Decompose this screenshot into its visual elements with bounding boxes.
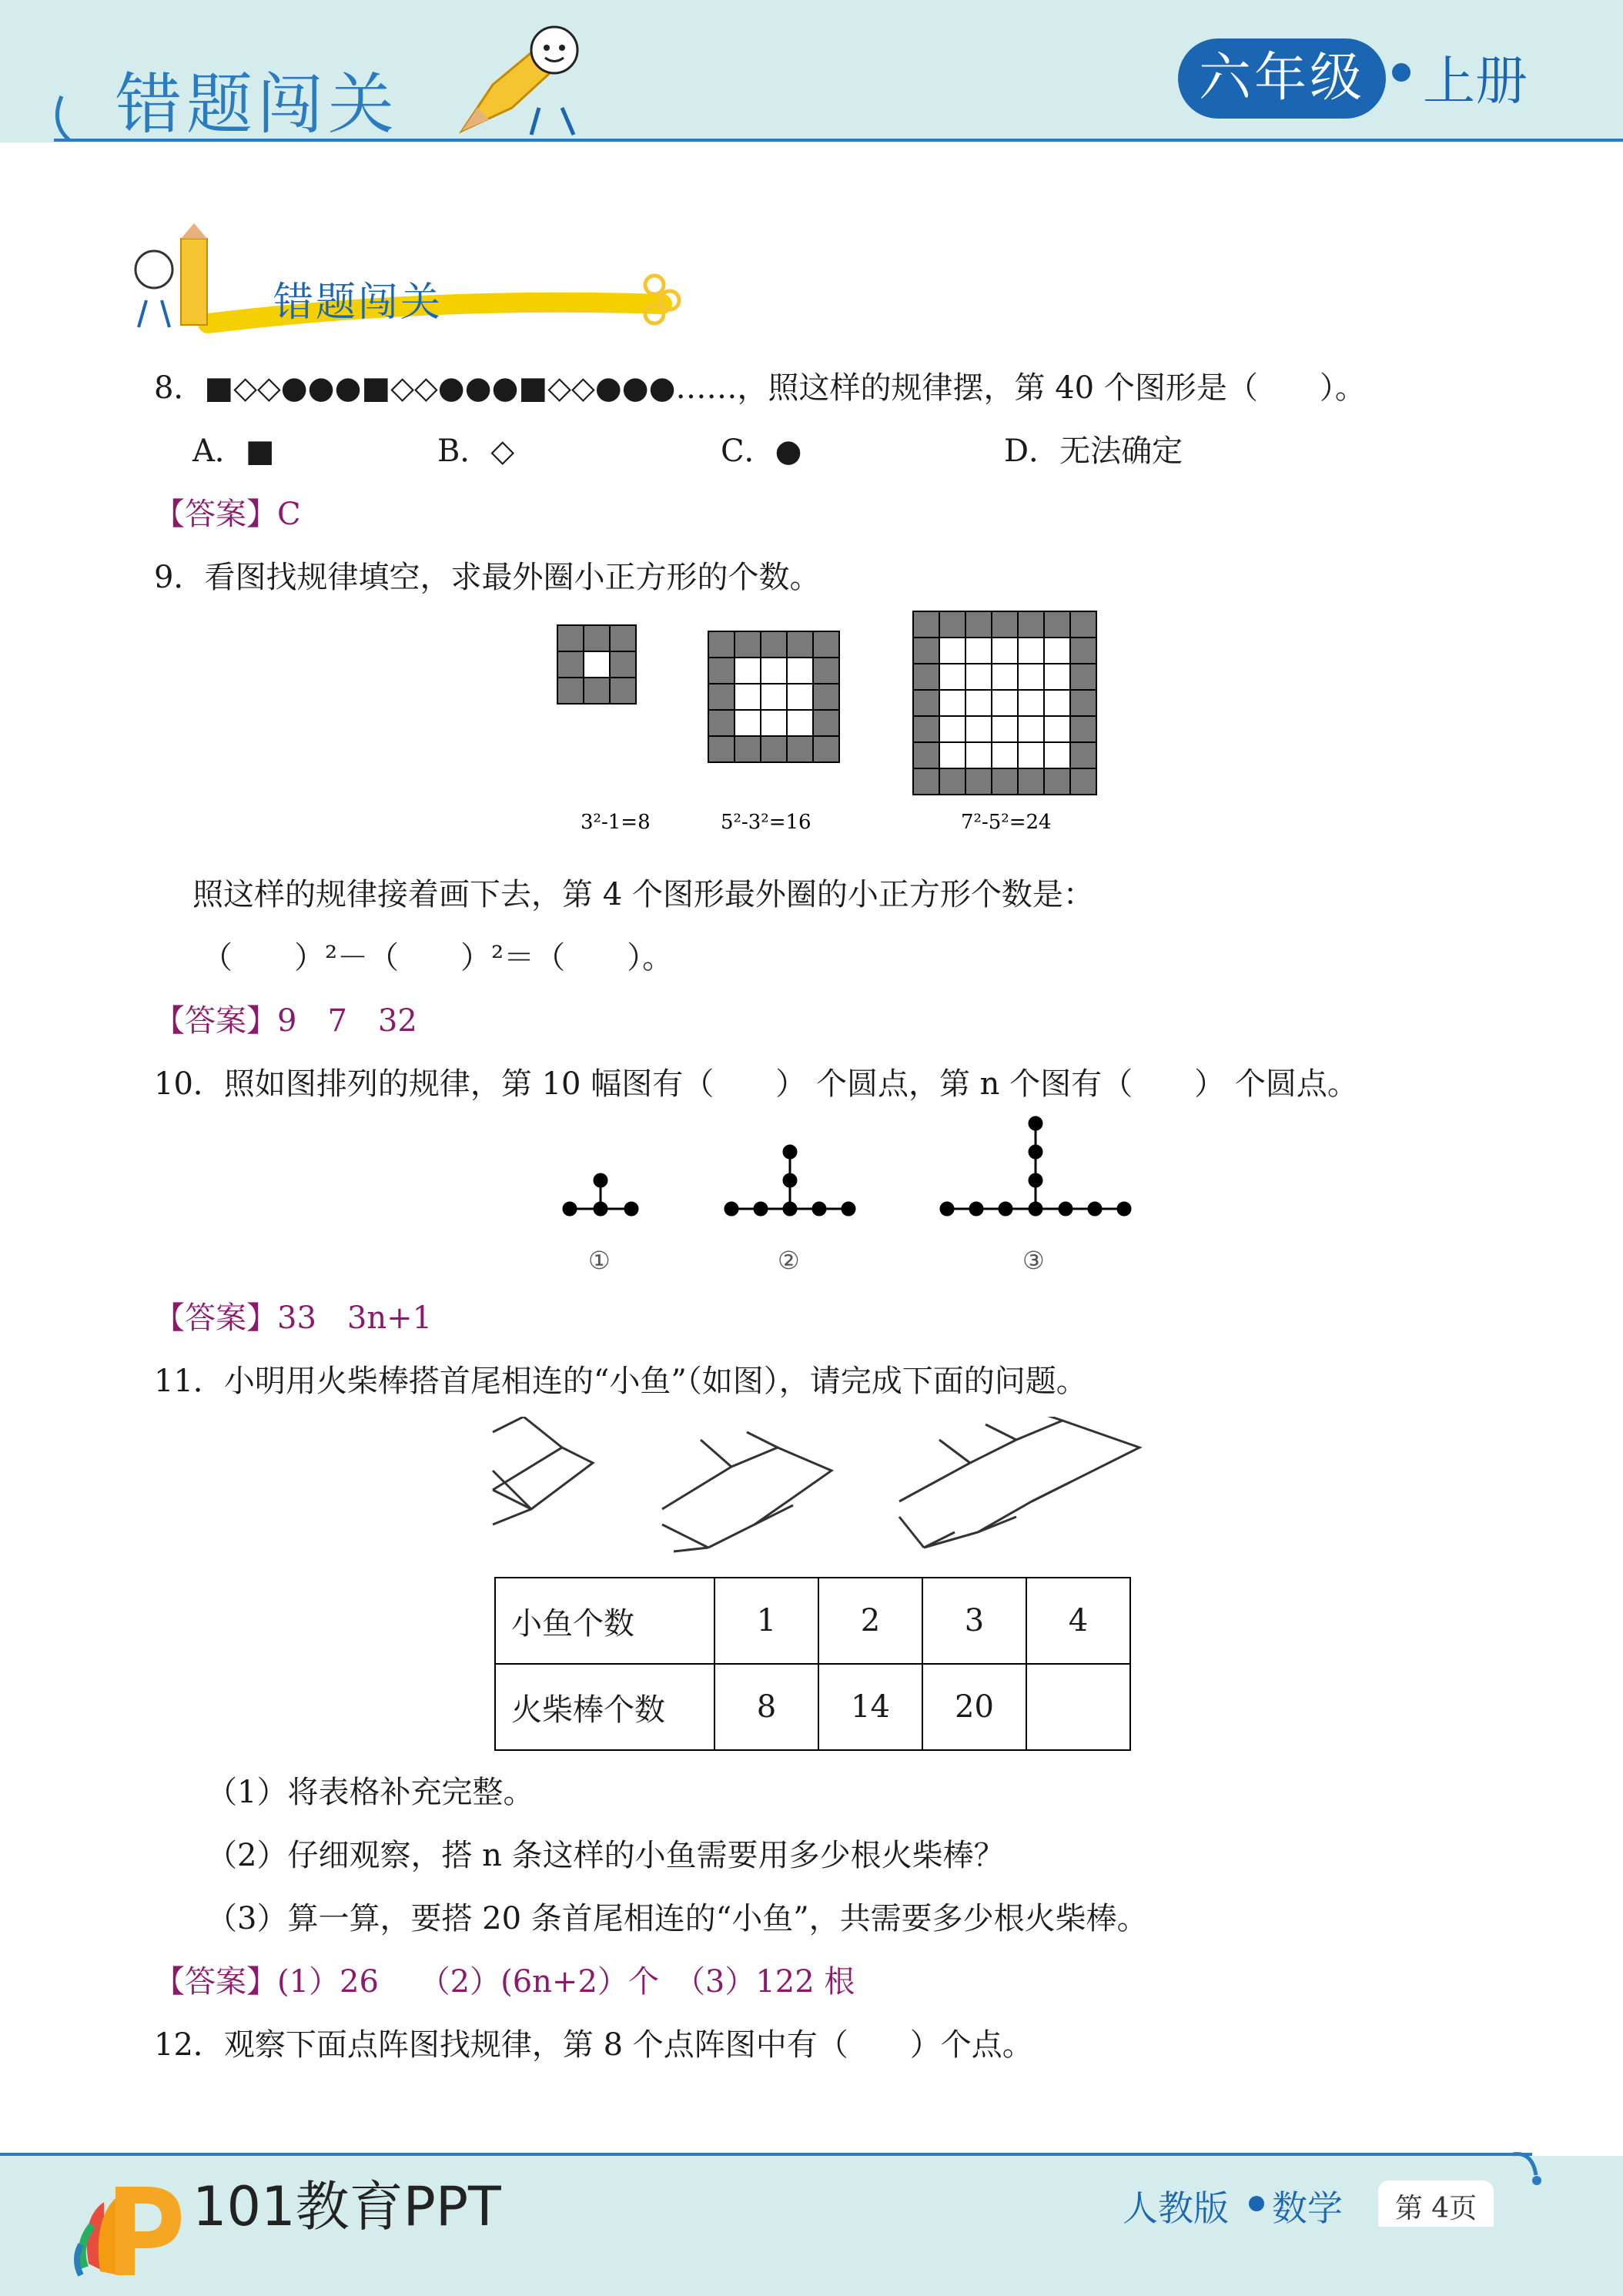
brand-logo-icon [73,2171,189,2287]
edition-label: 人教版 [1123,2187,1229,2229]
table-cell: 4 [1026,1578,1130,1664]
table-cell-blank [1026,1664,1130,1750]
table-cell: 火柴棒个数 [495,1664,714,1750]
subject-label: 数学 [1272,2187,1343,2229]
table-cell: 8 [714,1664,818,1750]
volume-label: 上册 [1423,52,1528,112]
q8-option-a: A．■ [192,433,275,469]
question-9-stem: 9．看图找规律填空，求最外圈小正方形的个数。 [154,560,821,595]
q9-caption-3: 7²-5²=24 [961,811,1052,834]
page-number: 第 4页 [1394,2193,1477,2224]
question-11-stem: 11．小明用火柴棒搭首尾相连的“小鱼”（如图），请完成下面的问题。 [154,1364,1087,1399]
footer-dot [1249,2196,1264,2211]
table-cell: 3 [922,1578,1026,1664]
q11-answer: 【答案】(1）26 （2）(6n+2）个 （3）122 根 [154,1964,855,2000]
q9-caption-1: 3²-1=8 [581,811,651,834]
table-cell: 1 [714,1578,818,1664]
brand-name: 101教育PPT [192,2175,501,2238]
q10-label-2: ② [778,1246,800,1275]
q10-label-1: ① [588,1246,611,1275]
footer-curl-decoration [1509,2140,1555,2194]
table-cell: 2 [818,1578,922,1664]
question-10-stem: 10．照如图排列的规律，第 10 幅图有（ ） 个圆点，第 n 个图有（ ） 个圆点。 [154,1066,1358,1102]
q8-option-d: D．无法确定 [1004,433,1183,469]
q11-matchstick-fish-figure [477,1417,1155,1563]
table-cell: 小鱼个数 [495,1578,714,1664]
q8-option-c: C．● [721,433,802,469]
footer-divider [0,2153,1532,2156]
question-12-stem: 12．观察下面点阵图找规律，第 8 个点阵图中有（ ）个点。 [154,2027,1033,2063]
header-title: 错题闯关 [115,66,399,143]
q8-option-b: B．◇ [437,433,515,469]
table-row [495,1578,1130,1664]
q9-answer: 【答案】9 7 32 [154,1003,417,1039]
q11-sub-1: （1）将表格补充完整。 [206,1775,534,1810]
section-title: 错题闯关 [273,279,443,326]
q8-answer: 【答案】C [154,497,301,532]
header-dot [1392,63,1411,82]
table-cell: 20 [922,1664,1026,1750]
q9-blank: （ ）²－（ ）²＝（ ）。 [202,940,674,976]
question-8-stem: 8．■◇◇●●●■◇◇●●●■◇◇●●●……，照这样的规律摆，第 40 个图形是（ ）。 [154,370,1366,406]
q9-square-pattern-figure [539,601,1124,839]
q11-sub-3: （3）算一算，要搭 20 条首尾相连的“小鱼”，共需要多少根火柴棒。 [206,1901,1148,1936]
q10-label-3: ③ [1022,1246,1045,1275]
table-cell: 14 [818,1664,922,1750]
q10-dot-pattern-figure [539,1109,1155,1278]
pencil-mascot-icon [447,15,593,139]
grade-badge: 六年级 [1178,38,1386,119]
q9-caption-2: 5²-3²=16 [721,811,812,834]
q11-sub-2: （2）仔细观察，搭 n 条这样的小鱼需要用多少根火柴棒？ [206,1838,1005,1873]
q9-prompt: 照这样的规律接着画下去，第 4 个图形最外圈的小正方形个数是： [192,877,1094,912]
table-row [495,1664,1130,1750]
q11-matchstick-table [494,1577,1131,1751]
q10-answer: 【答案】33 3n+1 [154,1300,433,1336]
